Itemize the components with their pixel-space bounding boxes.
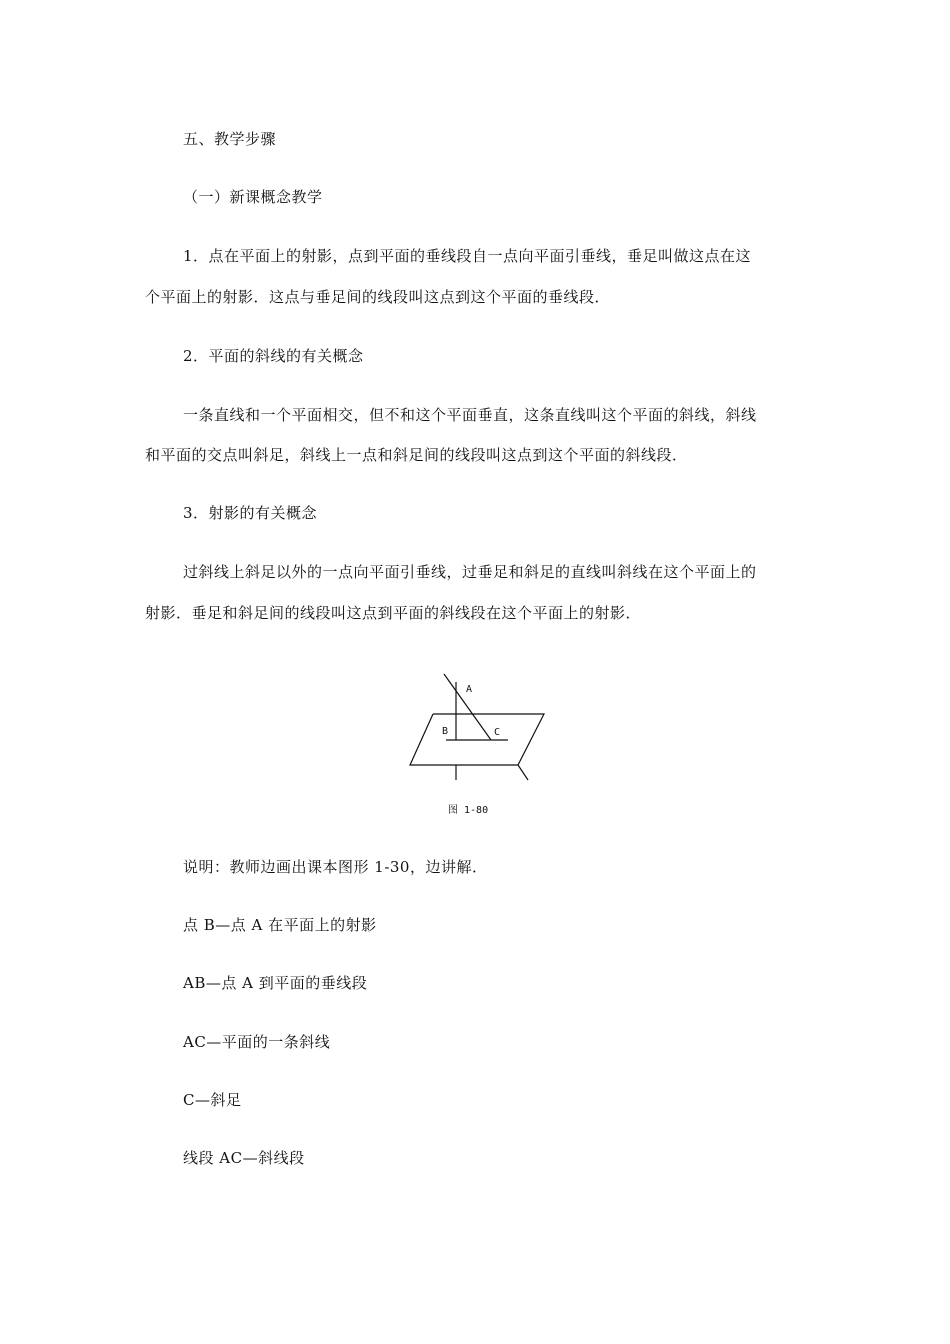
label-c: C (494, 727, 501, 738)
definition-item: AC—平面的一条斜线 (183, 1033, 331, 1051)
item2-body-line1: 一条直线和一个平面相交，但不和这个平面垂直，这条直线叫这个平面的斜线，斜线 (183, 406, 757, 424)
item2-body-line2: 和平面的交点叫斜足，斜线上一点和斜足间的线段叫这点到这个平面的斜线段． (145, 446, 688, 464)
definition-item: C—斜足 (183, 1091, 242, 1109)
item1-line2: 个平面上的射影．这点与垂足间的线段叫这点到这个平面的垂线段． (145, 288, 611, 306)
item3-heading: 3．射影的有关概念 (183, 504, 318, 522)
plane-edge-extension (518, 765, 528, 780)
item2-heading: 2．平面的斜线的有关概念 (183, 347, 364, 365)
label-b: B (442, 726, 449, 737)
figure-svg (400, 668, 560, 818)
label-a: A (466, 684, 473, 695)
definition-item: AB—点 A 到平面的垂线段 (183, 974, 368, 992)
item3-body-line2: 射影．垂足和斜足间的线段叫这点到平面的斜线段在这个平面上的射影． (145, 604, 642, 622)
subsection-heading: （一）新课概念教学 (183, 188, 323, 206)
explanation-text: 说明：教师边画出课本图形 1-30，边讲解． (183, 858, 488, 876)
section-heading: 五、教学步骤 (183, 130, 277, 148)
definition-item: 点 B—点 A 在平面上的射影 (183, 916, 377, 934)
figure-projection-diagram (400, 668, 560, 818)
figure-caption: 图 1-80 (448, 805, 489, 816)
item3-body-line1: 过斜线上斜足以外的一点向平面引垂线，过垂足和斜足的直线叫斜线在这个平面上的 (183, 563, 757, 581)
definition-item: 线段 AC—斜线段 (183, 1149, 305, 1167)
item1-line1: 1．点在平面上的射影，点到平面的垂线段自一点向平面引垂线，垂足叫做这点在这 (183, 247, 752, 265)
